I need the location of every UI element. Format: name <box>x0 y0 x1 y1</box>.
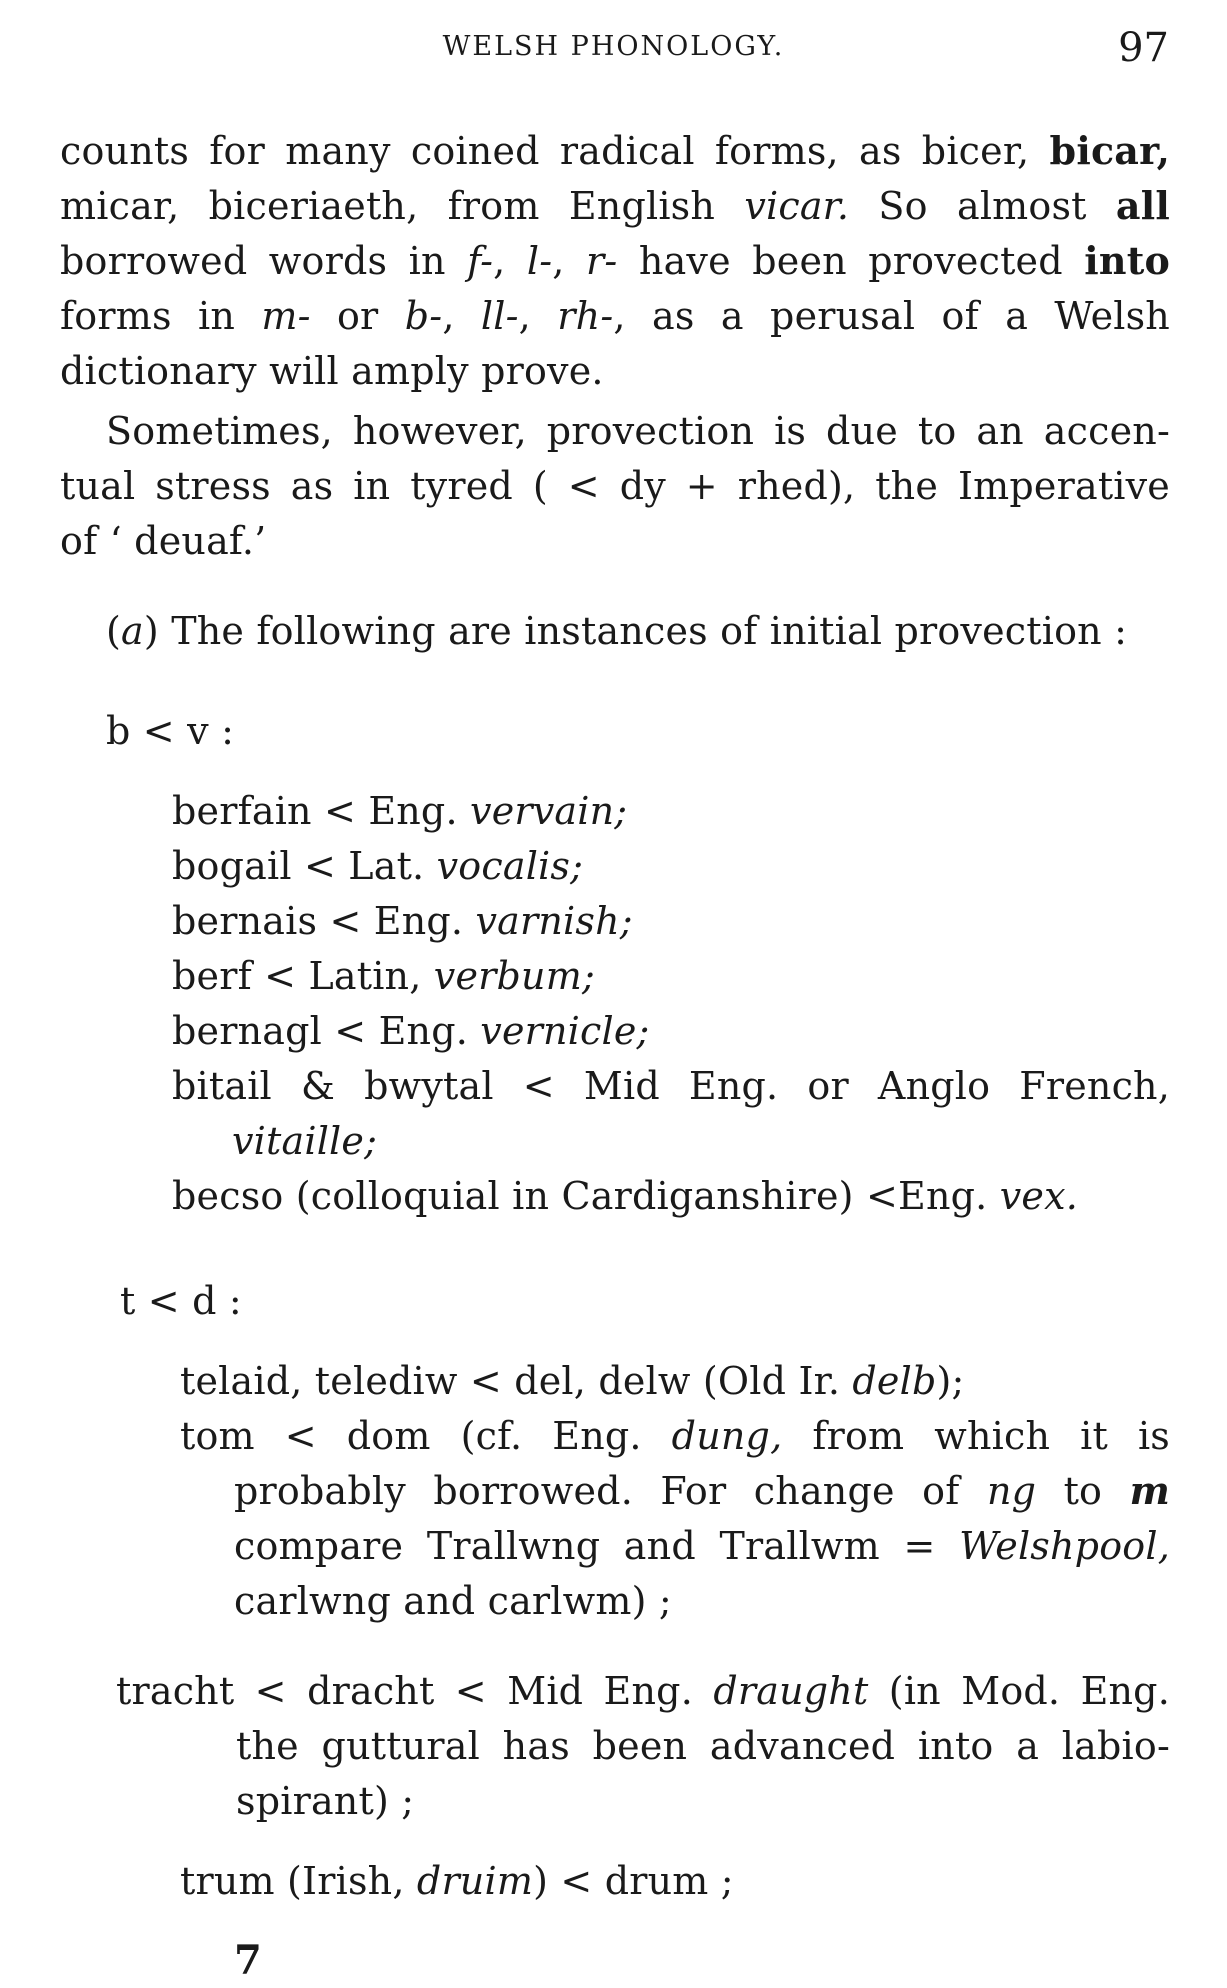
text-segment: bitail & bwytal < Mid Eng. or Anglo French, <box>172 1064 1170 1108</box>
text-segment: spirant) ; <box>236 1779 415 1823</box>
text-segment: m- <box>261 294 311 338</box>
text-segment: m <box>1129 1468 1171 1513</box>
text-line <box>60 128 1170 174</box>
text-segment: So almost <box>849 184 1116 228</box>
text-segment: compare Trallwng and Trallwm = <box>234 1524 960 1568</box>
text-segment: carlwng and carlwm) ; <box>234 1579 672 1623</box>
text-line <box>172 898 633 944</box>
text-line <box>180 1858 734 1904</box>
text-segment: verbum; <box>433 954 595 998</box>
text-segment: rh- <box>557 294 614 338</box>
text-line <box>60 518 266 564</box>
text-segment: or <box>310 294 405 338</box>
text-segment: tual stress as in tyred ( < dy + rhed), the Imperative <box>60 464 1170 508</box>
section-heading <box>120 1278 242 1324</box>
text-segment: , <box>552 239 587 283</box>
text-segment: into <box>1084 238 1170 283</box>
text-segment: , <box>493 239 527 283</box>
text-segment: varnish; <box>475 899 633 943</box>
text-line <box>232 1118 377 1164</box>
text-segment: ng <box>986 1469 1037 1513</box>
text-line <box>172 1063 1170 1109</box>
text-segment: vitaille; <box>232 1119 378 1163</box>
text-segment: to <box>1036 1469 1130 1513</box>
text-segment: draught <box>713 1669 869 1713</box>
text-segment: dictionary will amply prove. <box>60 349 604 393</box>
text-line <box>60 348 604 394</box>
text-segment: bernais < Eng. <box>172 899 476 943</box>
text-line <box>180 1413 1170 1459</box>
text-segment: b- <box>404 294 443 338</box>
text-line <box>60 238 1170 284</box>
text-segment: vex. <box>999 1174 1079 1218</box>
text-line <box>172 953 595 999</box>
text-segment: b < v : <box>106 709 235 753</box>
text-segment: tom < dom (cf. Eng. <box>180 1414 672 1458</box>
text-segment: ( <box>106 609 122 653</box>
running-title: WELSH PHONOLOGY. <box>442 31 785 62</box>
text-segment: (in Mod. Eng. <box>868 1669 1170 1713</box>
text-segment: ) The following are instances of initial provection : <box>143 609 1128 653</box>
text-segment: all <box>1115 183 1170 228</box>
text-segment: of ‘ deuaf.’ <box>60 519 267 563</box>
text-segment: probably borrowed. For change of <box>234 1469 987 1513</box>
text-segment: vervain; <box>470 789 628 833</box>
text-segment: ) < drum ; <box>533 1859 734 1903</box>
text-segment: berfain < Eng. <box>172 789 471 833</box>
text-line <box>60 183 1170 229</box>
text-segment: , <box>518 294 558 338</box>
text-line <box>172 843 583 889</box>
text-segment: the guttural has been advanced into a labio- <box>236 1724 1170 1768</box>
text-segment: vernicle; <box>480 1009 650 1053</box>
text-segment: telaid, telediw < del, delw (Old Ir. <box>180 1359 853 1403</box>
text-segment: vocalis; <box>436 844 584 888</box>
text-segment: bernagl < Eng. <box>172 1009 481 1053</box>
text-line <box>236 1778 414 1824</box>
text-line <box>236 1723 1170 1769</box>
text-segment: delb <box>852 1359 937 1403</box>
text-segment: forms in <box>60 294 262 338</box>
text-line <box>60 293 1170 339</box>
page-number: 97 <box>1118 25 1169 71</box>
text-segment: berf < Latin, <box>172 954 434 998</box>
text-line <box>116 1668 1170 1714</box>
text-line <box>172 1008 650 1054</box>
text-segment: f- <box>467 239 494 283</box>
text-segment: tracht < dracht < Mid Eng. <box>116 1669 714 1713</box>
text-segment: bicar, <box>1049 128 1170 173</box>
text-segment: druim <box>416 1859 534 1903</box>
text-segment: Sometimes, however, provection is due to an accen- <box>106 409 1170 453</box>
text-segment: becso (colloquial in Cardiganshire) <Eng. <box>172 1174 1000 1218</box>
text-line <box>234 1578 672 1624</box>
text-segment: from which it is <box>782 1414 1170 1458</box>
text-segment: have been provected <box>617 239 1085 283</box>
text-segment: counts for many coined radical forms, as bicer, <box>60 129 1050 173</box>
text-segment: , as a perusal of a Welsh <box>613 294 1170 338</box>
text-segment: micar, biceriaeth, from English <box>60 184 745 228</box>
text-line <box>60 463 1170 509</box>
text-segment: ll- <box>480 294 519 338</box>
text-segment: dung, <box>671 1414 783 1458</box>
text-line <box>234 1523 1170 1569</box>
section-heading <box>106 708 234 754</box>
text-segment: trum (Irish, <box>180 1859 417 1903</box>
text-line <box>106 608 1127 654</box>
text-segment: vicar. <box>744 184 850 228</box>
text-segment: borrowed words in <box>60 239 468 283</box>
text-segment: l- <box>526 239 553 283</box>
text-segment: t < d : <box>120 1279 242 1323</box>
signature-mark: 7 <box>234 1937 262 1984</box>
text-segment: ); <box>936 1359 965 1403</box>
text-line <box>106 408 1170 454</box>
text-line <box>234 1468 1170 1514</box>
text-segment: bogail < Lat. <box>172 844 437 888</box>
text-line <box>172 1173 1078 1219</box>
text-segment: a <box>121 609 144 653</box>
text-line <box>172 788 627 834</box>
text-segment: Welshpool, <box>959 1524 1170 1568</box>
text-line <box>180 1358 965 1404</box>
text-segment: , <box>442 294 481 338</box>
text-segment: r- <box>586 239 618 283</box>
